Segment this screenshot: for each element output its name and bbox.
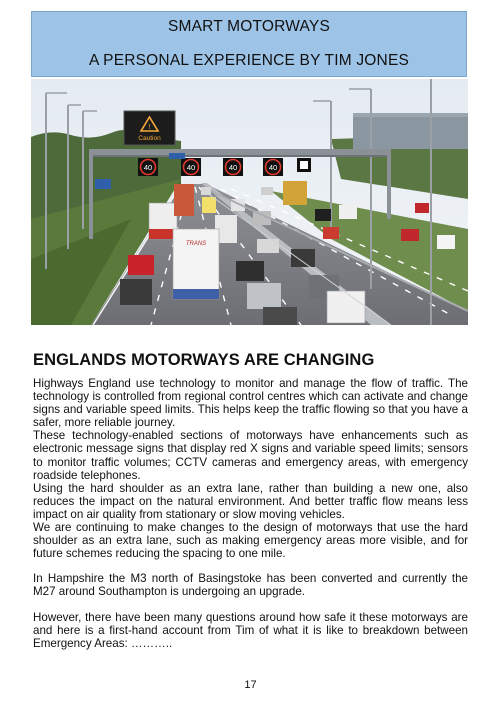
svg-text:!: ! (148, 124, 151, 131)
speed-sign-1: 40 (143, 163, 153, 172)
warning-sign-text: Caution (138, 135, 161, 142)
paragraph-1: Highways England use technology to monitor and manage the flow of traffic. The technology is controlled from regional control centres which can activate and change signs and variable speed limits. This helps keep the traffic flowing so that you have a safer, more reliable journey. (33, 377, 468, 430)
page-title: SMART MOTORWAYS (167, 18, 331, 35)
paragraph-3: Using the hard shoulder as an extra lane, rather than building a new one, also reduces the impact on the natural environment. And better traffic flow means less impact on air quality from stationary or slow moving vehicles. (33, 481, 468, 521)
speed-sign-2: 40 (186, 163, 196, 172)
article-body (33, 377, 468, 650)
article-heading: ENGLANDS MOTORWAYS ARE CHANGING (33, 351, 375, 369)
page-subtitle: A PERSONAL EXPERIENCE BY TIM JONES (88, 52, 410, 69)
paragraph-6: However, there have been many questions around how safe it these motorways are and here is a first-hand account from Tim of what it is like to breakdown between Emergency Areas: ……….. (33, 610, 468, 650)
title-banner (31, 11, 467, 77)
speed-sign-4: 40 (268, 163, 278, 172)
svg-text:TRANS: TRANS (185, 241, 207, 247)
motorway-photo (31, 79, 468, 325)
page-number: 17 (244, 679, 257, 691)
paragraph-5: In Hampshire the M3 north of Basingstoke has been converted and currently the M27 around Southampton is undergoing an upgrade. (33, 572, 468, 599)
paragraph-2: These technology-enabled sections of motorways have enhancements such as electronic message signs that display red X signs and variable speed limits; sensors to monitor traffic volumes; CCTV cameras and emergency areas, with emergency roadside telephones. (33, 429, 468, 482)
paragraph-4: We are continuing to make changes to the design of motorways that use the hard shoulder as an extra lane, such as making emergency areas more visible, and for future schemes reducing the spacing to one mile. (33, 521, 468, 561)
speed-sign-3: 40 (228, 163, 238, 172)
